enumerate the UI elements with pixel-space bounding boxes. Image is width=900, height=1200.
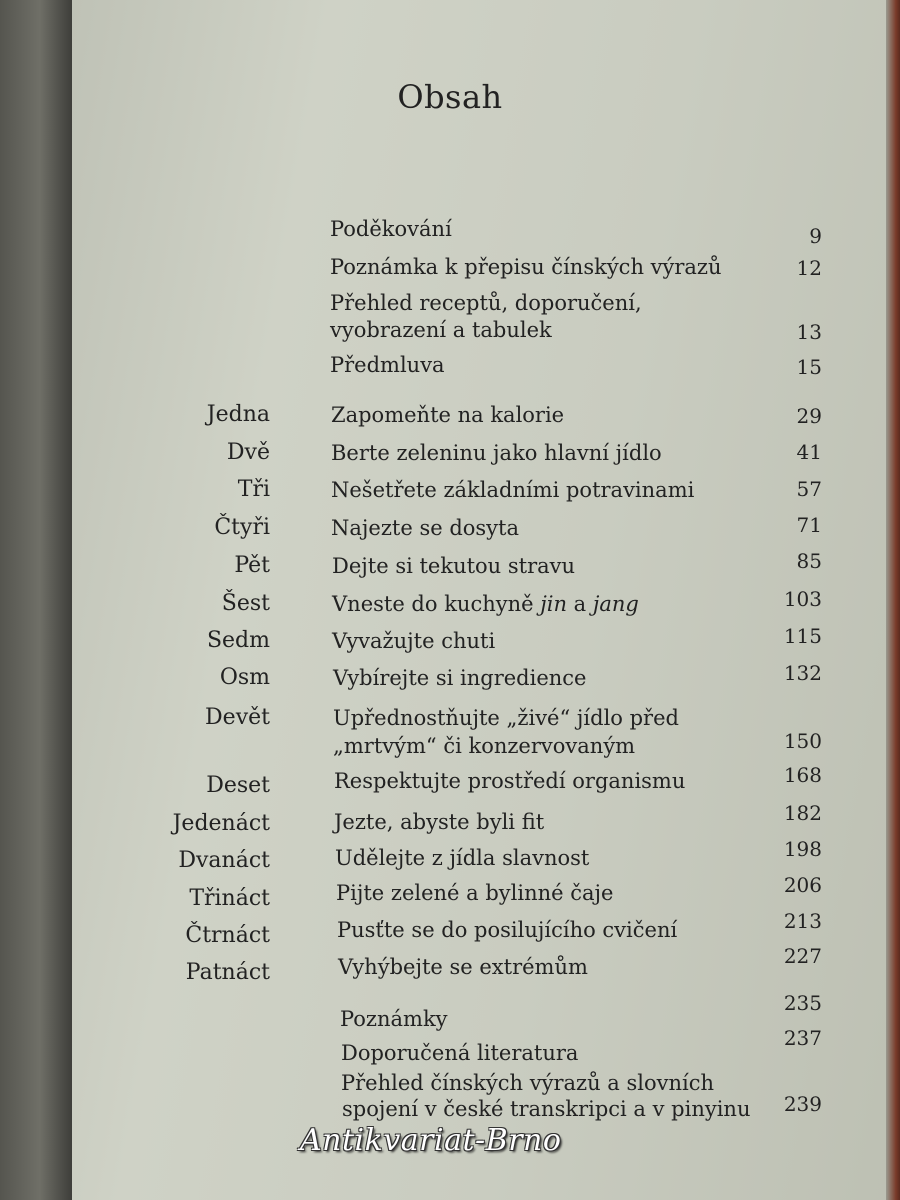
entry-page: 182 [783,801,822,825]
chapter-number: Tři [237,477,270,502]
entry-title: Zapomeňte na kalorie [331,403,565,427]
entry-title: Přehled receptů, doporučení, [330,291,642,315]
entry-title-italic: jin [540,592,567,616]
entry-page: 213 [783,909,822,933]
entry-title: Berte zeleninu jako hlavní jídlo [331,441,662,465]
entry-page: 168 [783,763,822,787]
entry-title-part: a [567,592,593,616]
entry-page: 206 [783,873,822,897]
entry-title: Vybírejte si ingredience [333,666,587,690]
entry-title: Vyhýbejte se extrémům [338,955,588,979]
entry-title-line2: spojení v české transkripci a v pinyinu [342,1097,751,1121]
chapter-number: Devět [205,705,270,730]
entry-page: 29 [796,404,822,428]
entry-page: 150 [783,729,822,753]
watermark-text: Antikvariat-Brno [300,1123,562,1158]
entry-page: 115 [783,624,822,648]
entry-page: 103 [783,587,822,611]
book-spine [0,0,72,1200]
entry-title: Poděkování [330,217,452,241]
entry-title: Pusťte se do posilujícího cvičení [337,918,678,942]
entry-title-line2: vyobrazení a tabulek [330,318,552,342]
chapter-number: Čtrnáct [185,923,270,948]
entry-title-part: Vneste do kuchyně [332,592,541,616]
entry-title: Přehled čínských výrazů a slovních [341,1071,714,1095]
chapter-number: Dvanáct [178,848,270,873]
entry-title: Předmluva [330,353,445,377]
chapter-number: Osm [219,665,270,690]
entry-page: 15 [796,355,822,379]
entry-page: 237 [783,1026,822,1050]
entry-page: 13 [796,320,822,344]
page-edge [886,0,900,1200]
chapter-number: Patnáct [185,960,270,985]
chapter-number: Třináct [189,886,270,911]
entry-page: 12 [796,256,822,280]
entry-page: 71 [796,513,822,537]
entry-title: Udělejte z jídla slavnost [335,846,590,870]
chapter-number: Pět [234,553,270,578]
entry-title: Dejte si tekutou stravu [332,554,576,578]
chapter-number: Šest [221,591,270,616]
chapter-number: Deset [206,773,270,798]
entry-title-italic: jang [592,592,639,616]
entry-page: 239 [783,1092,822,1116]
chapter-number: Jedna [206,402,270,427]
chapter-number: Čtyři [214,515,270,540]
entry-page: 85 [796,549,822,573]
entry-page: 41 [796,440,822,464]
entry-title: Upřednostňujte „živé“ jídlo před [333,706,679,730]
entry-title: Poznámky [340,1007,448,1031]
entry-page: 235 [783,991,822,1015]
entry-page: 57 [796,477,822,501]
entry-page: 227 [783,944,822,968]
entry-title: Vyvažujte chuti [332,629,496,653]
entry-page: 9 [809,224,822,248]
entry-title [332,591,639,617]
chapter-number: Sedm [206,628,270,653]
entry-title: Nešetřete základními potravinami [331,478,695,502]
entry-title-line2: „mrtvým“ či konzervovaným [333,734,636,758]
entry-page: 198 [783,837,822,861]
entry-page: 132 [783,661,822,685]
entry-title: Najezte se dosyta [331,516,520,540]
entry-title: Respektujte prostředí organismu [334,769,686,793]
entry-title: Doporučená literatura [341,1041,579,1065]
entry-title: Pijte zelené a bylinné čaje [336,881,614,905]
entry-title: Jezte, abyste byli fit [334,810,545,834]
entry-title: Poznámka k přepisu čínských výrazů [330,255,722,279]
page-title: Obsah [397,78,503,116]
chapter-number: Jedenáct [172,811,270,836]
chapter-number: Dvě [226,440,270,465]
